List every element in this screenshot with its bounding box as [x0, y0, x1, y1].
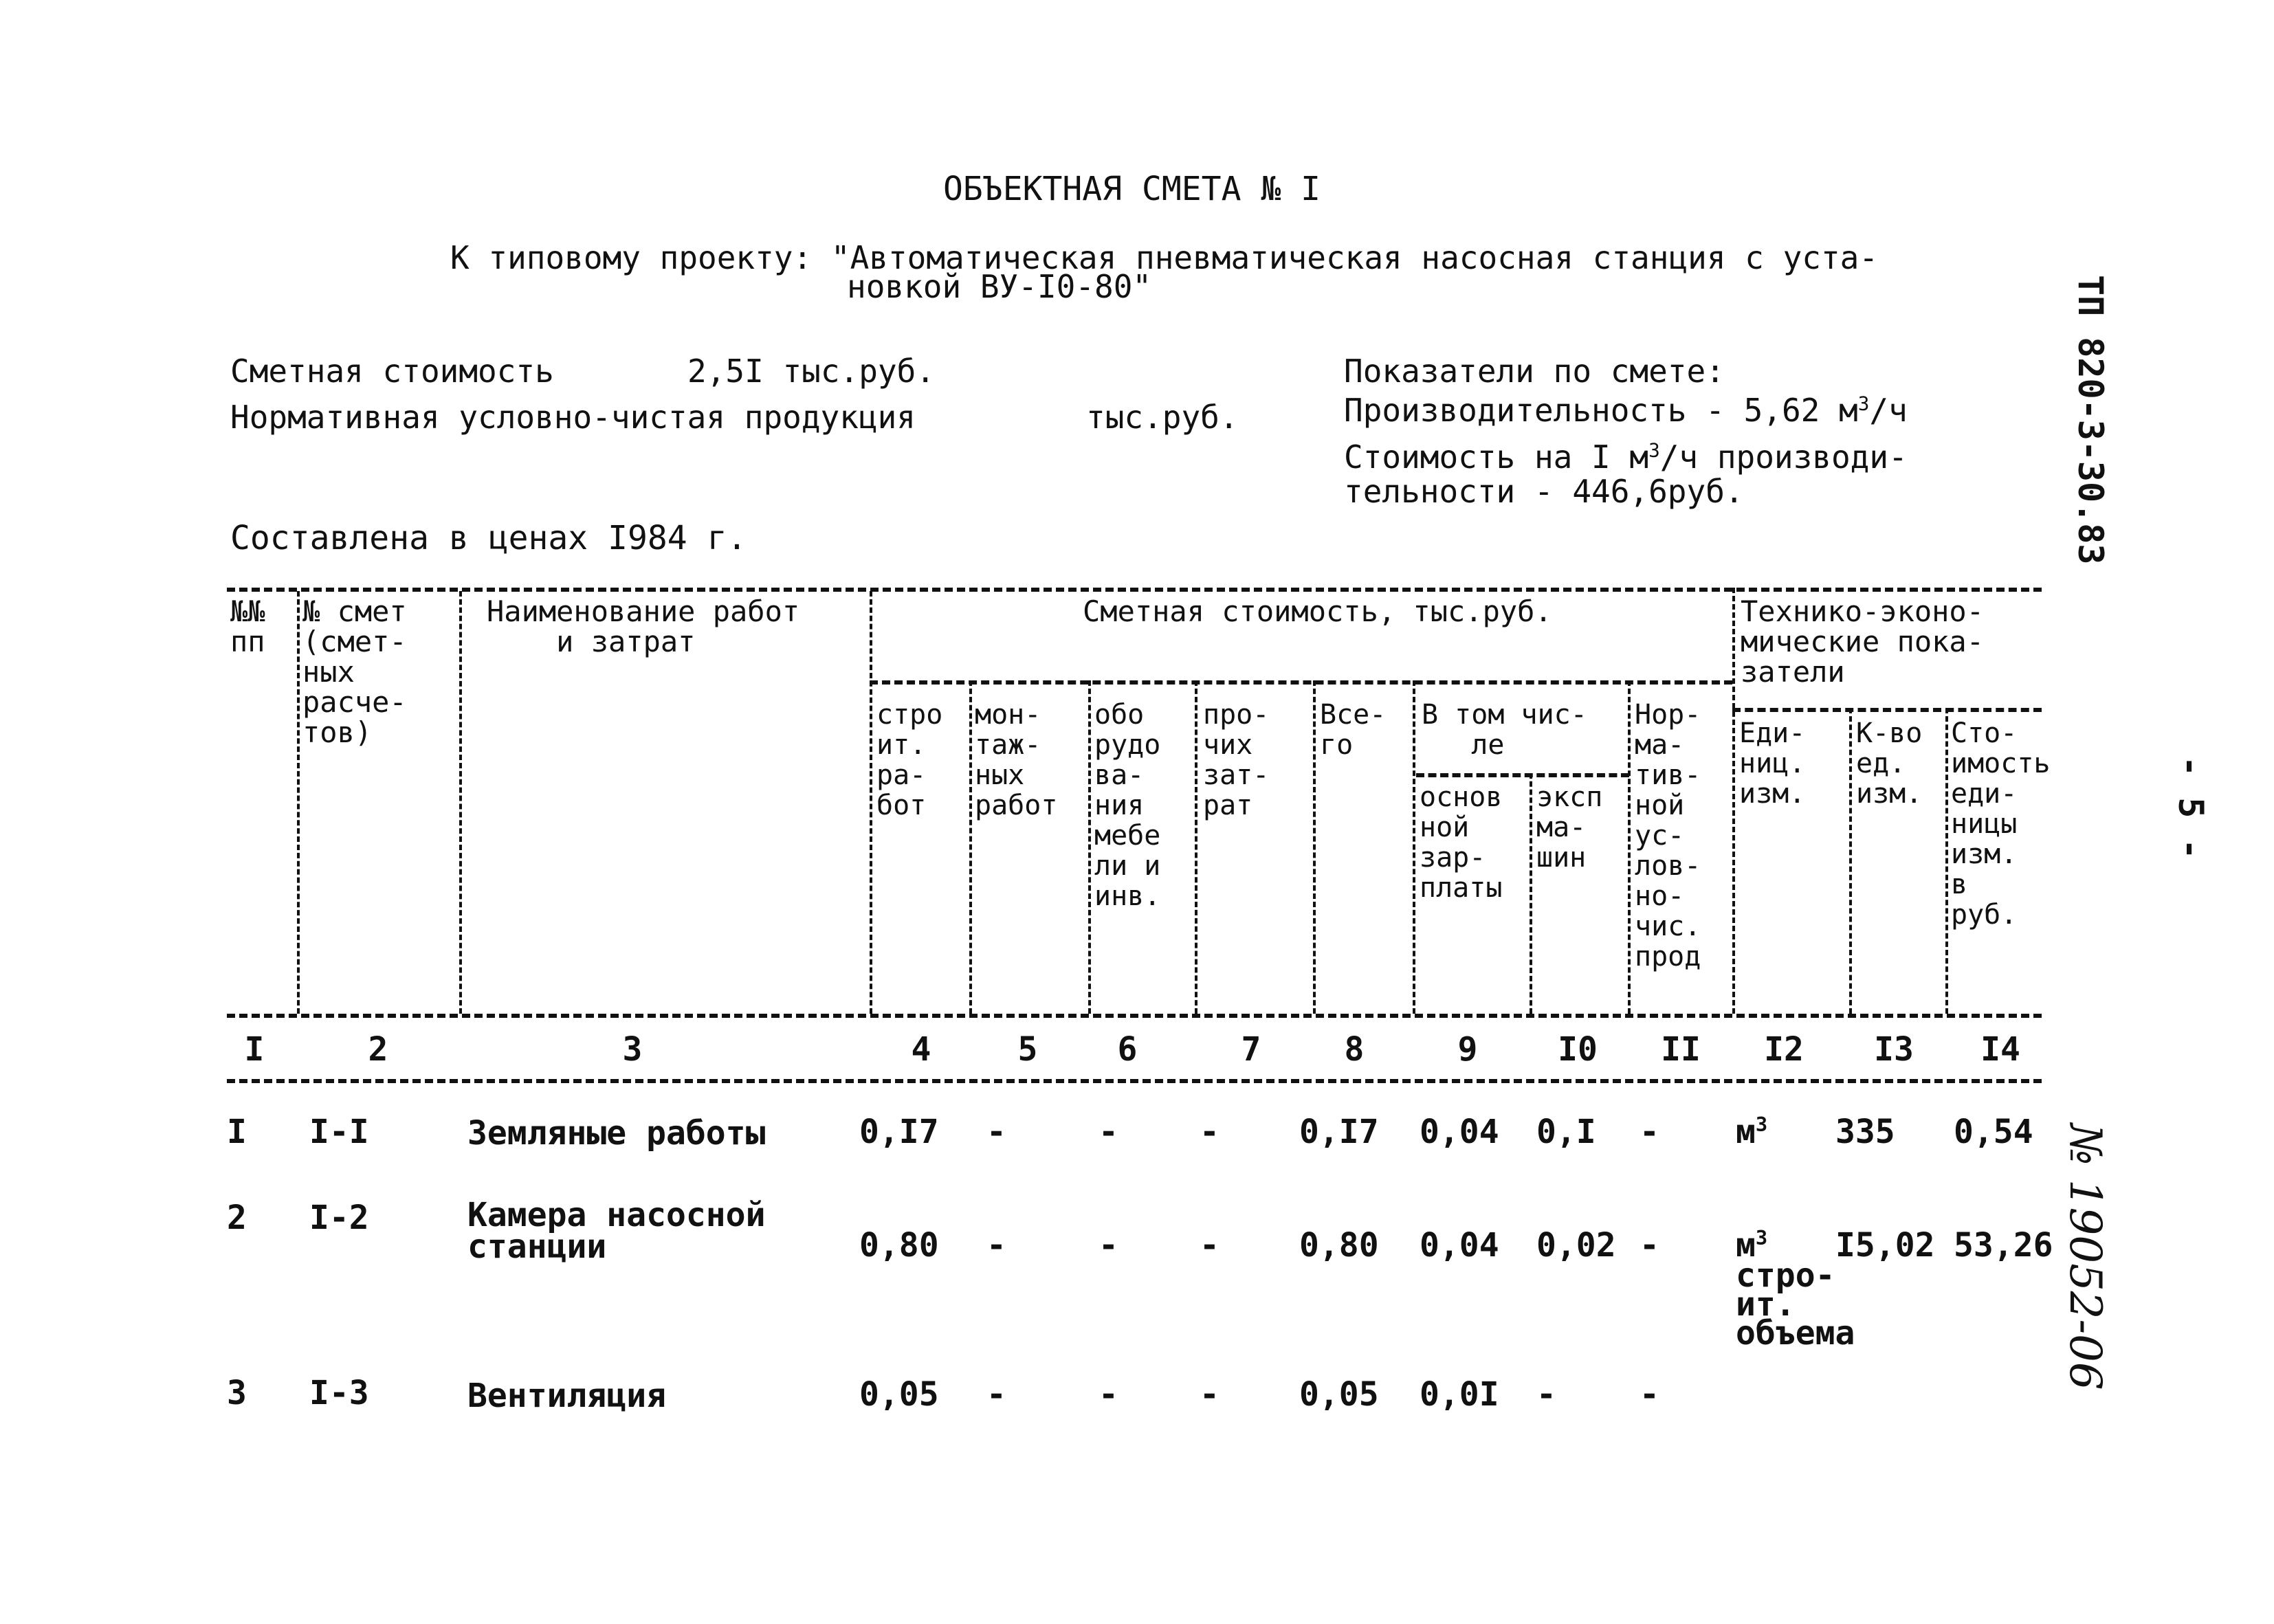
row-3-num: 3 [227, 1374, 247, 1412]
cost-per-unit: Стоимость на I $м^3/ч$ производи- [1344, 438, 1908, 476]
row-2-osnov: 0,04 [1420, 1226, 1499, 1265]
row-2-eksp: 0,02 [1536, 1226, 1616, 1265]
row-2-vsego: 0,80 [1299, 1226, 1379, 1265]
vtom-subheader-rule [1416, 773, 1629, 777]
header-tech-group: Технико-эконо- мические пока- затели [1741, 594, 1985, 689]
row-3-osnov: 0,0I [1420, 1375, 1499, 1414]
column-number: II [1661, 1030, 1701, 1069]
header-pp: №№ пп [230, 594, 265, 658]
column-number: 7 [1241, 1030, 1261, 1069]
header-edin: Еди- ниц. изм. [1739, 718, 1806, 810]
col-sep [1732, 588, 1735, 1014]
header-vsego: Все- го [1320, 699, 1387, 761]
row-2-num: 2 [227, 1199, 247, 1237]
header-kvo: К-во ед. изм. [1856, 718, 1923, 810]
row-2-kvo: I5,02 [1835, 1226, 1935, 1265]
table-top-rule [227, 588, 2042, 592]
normative-unit: тыс.руб. [1086, 399, 1239, 436]
row-3-eksp: - [1536, 1375, 1556, 1414]
column-number: 5 [1017, 1030, 1038, 1069]
column-number: 6 [1117, 1030, 1138, 1069]
row-2-name: Камера насосной станции [467, 1196, 766, 1266]
header-bottom-rule [227, 1014, 2042, 1018]
col-sep [870, 591, 872, 1014]
row-1-edin: $м^3$ [1736, 1113, 1768, 1151]
document-title: ОБЪЕКТНАЯ СМЕТА № I [943, 170, 1321, 208]
column-number: I [244, 1030, 265, 1069]
column-number: 9 [1457, 1030, 1478, 1069]
row-3-smet: I-3 [309, 1374, 369, 1412]
header-stroit: стро ит. ра- бот [876, 699, 943, 821]
header-oborud: обо рудо ва- ния мебе ли и инв. [1094, 699, 1161, 912]
cost-value: 2,5I тыс.руб. [687, 353, 936, 390]
column-number: I0 [1558, 1030, 1598, 1069]
row-2-smet: I-2 [309, 1199, 369, 1237]
composed-prices: Составлена в ценах I984 г. [230, 519, 747, 557]
col-sep [1530, 773, 1532, 1014]
row-2-edin: $м^3$ [1736, 1226, 1768, 1265]
project-line-2: новкой ВУ-I0-80" [847, 268, 1152, 305]
col-sep [1195, 680, 1197, 1014]
row-3-name: Вентиляция [467, 1377, 666, 1415]
page-number: - 5 - [2171, 756, 2211, 860]
project-line-1: К типовому проекту: "Автоматическая пневматическая насосная станция с уста- [450, 239, 1879, 276]
header-montazh: мон- таж- ных работ [975, 699, 1058, 821]
row-3-oborud: - [1099, 1375, 1118, 1414]
col-sep [1849, 708, 1852, 1014]
row-1-kvo: 335 [1835, 1113, 1895, 1151]
tech-subheader-rule [1732, 708, 2042, 712]
column-number: I3 [1874, 1030, 1914, 1069]
cost-label: Сметная стоимость [230, 353, 554, 390]
column-number: I4 [1980, 1030, 2020, 1069]
col-sep [1413, 680, 1415, 1014]
col-sep [1945, 708, 1948, 1014]
row-1-vsego: 0,I7 [1299, 1113, 1379, 1151]
row-2-oborud: - [1099, 1226, 1118, 1265]
row-3-prochih: - [1200, 1375, 1219, 1414]
row-2-stroit: 0,80 [859, 1226, 939, 1265]
indicators-header: Показатели по смете: [1344, 353, 1725, 390]
column-number: 4 [911, 1030, 931, 1069]
col-sep [1628, 680, 1631, 1014]
row-1-smet: I-I [309, 1113, 369, 1151]
header-smet: № смет (смет- ных расче- тов) [302, 594, 407, 749]
margin-registration-number: № 19052-06 [2060, 1124, 2110, 1390]
row-1-prochih: - [1200, 1113, 1219, 1151]
column-number: 3 [622, 1030, 643, 1069]
row-3-norm: - [1640, 1375, 1659, 1414]
header-eksp: эксп ма- шин [1536, 781, 1603, 874]
column-numbers-rule [227, 1079, 2042, 1083]
header-prochih: про- чих зат- рат [1203, 699, 1270, 821]
margin-project-code: ТП 820-3-30.83 [2071, 275, 2110, 565]
row-1-oborud: - [1099, 1113, 1118, 1151]
header-stoim: Сто- имость еди- ницы изм. в руб. [1951, 718, 2051, 931]
row-2-stoim: 53,26 [1954, 1226, 2053, 1265]
row-1-num: I [227, 1113, 247, 1151]
row-1-eksp: 0,I [1536, 1113, 1596, 1151]
row-3-stroit: 0,05 [859, 1375, 939, 1414]
row-1-name: Земляные работы [467, 1114, 766, 1153]
row-1-stoim: 0,54 [1954, 1113, 2033, 1151]
column-number: 8 [1344, 1030, 1365, 1069]
row-1-stroit: 0,I7 [859, 1113, 939, 1151]
column-number: 2 [368, 1030, 388, 1069]
row-2-montazh: - [986, 1226, 1006, 1265]
column-number: I2 [1764, 1030, 1804, 1069]
header-norm: Нор- ма- тив- ной ус- лов- но- чис. прод [1635, 699, 1701, 972]
header-name: Наименование работ и затрат [487, 594, 800, 658]
productivity: Производительность - 5,62 $м^3/ч$ [1344, 392, 1908, 429]
row-3-vsego: 0,05 [1299, 1375, 1379, 1414]
header-osnov: основ ной зар- платы [1420, 781, 1503, 904]
normative-label: Нормативная условно-чистая продукция [230, 399, 916, 436]
row-3-montazh: - [986, 1375, 1006, 1414]
header-cost-group: Сметная стоимость, тыс.руб. [1083, 594, 1552, 628]
row-2-norm: - [1640, 1226, 1659, 1265]
header-vtom: В том чис- ле [1422, 699, 1587, 761]
row-1-montazh: - [986, 1113, 1006, 1151]
col-sep [297, 591, 300, 1014]
row-2-edin-note: стро- ит. объема [1736, 1256, 1855, 1353]
col-sep [1313, 680, 1316, 1014]
row-1-osnov: 0,04 [1420, 1113, 1499, 1151]
col-sep [459, 591, 462, 1014]
cost-per-unit-line-2: тельности - 446,6руб. [1344, 473, 1744, 510]
cost-subheader-rule [870, 680, 1732, 685]
row-2-prochih: - [1200, 1226, 1219, 1265]
col-sep [969, 680, 972, 1014]
col-sep [1088, 680, 1091, 1014]
row-1-norm: - [1640, 1113, 1659, 1151]
